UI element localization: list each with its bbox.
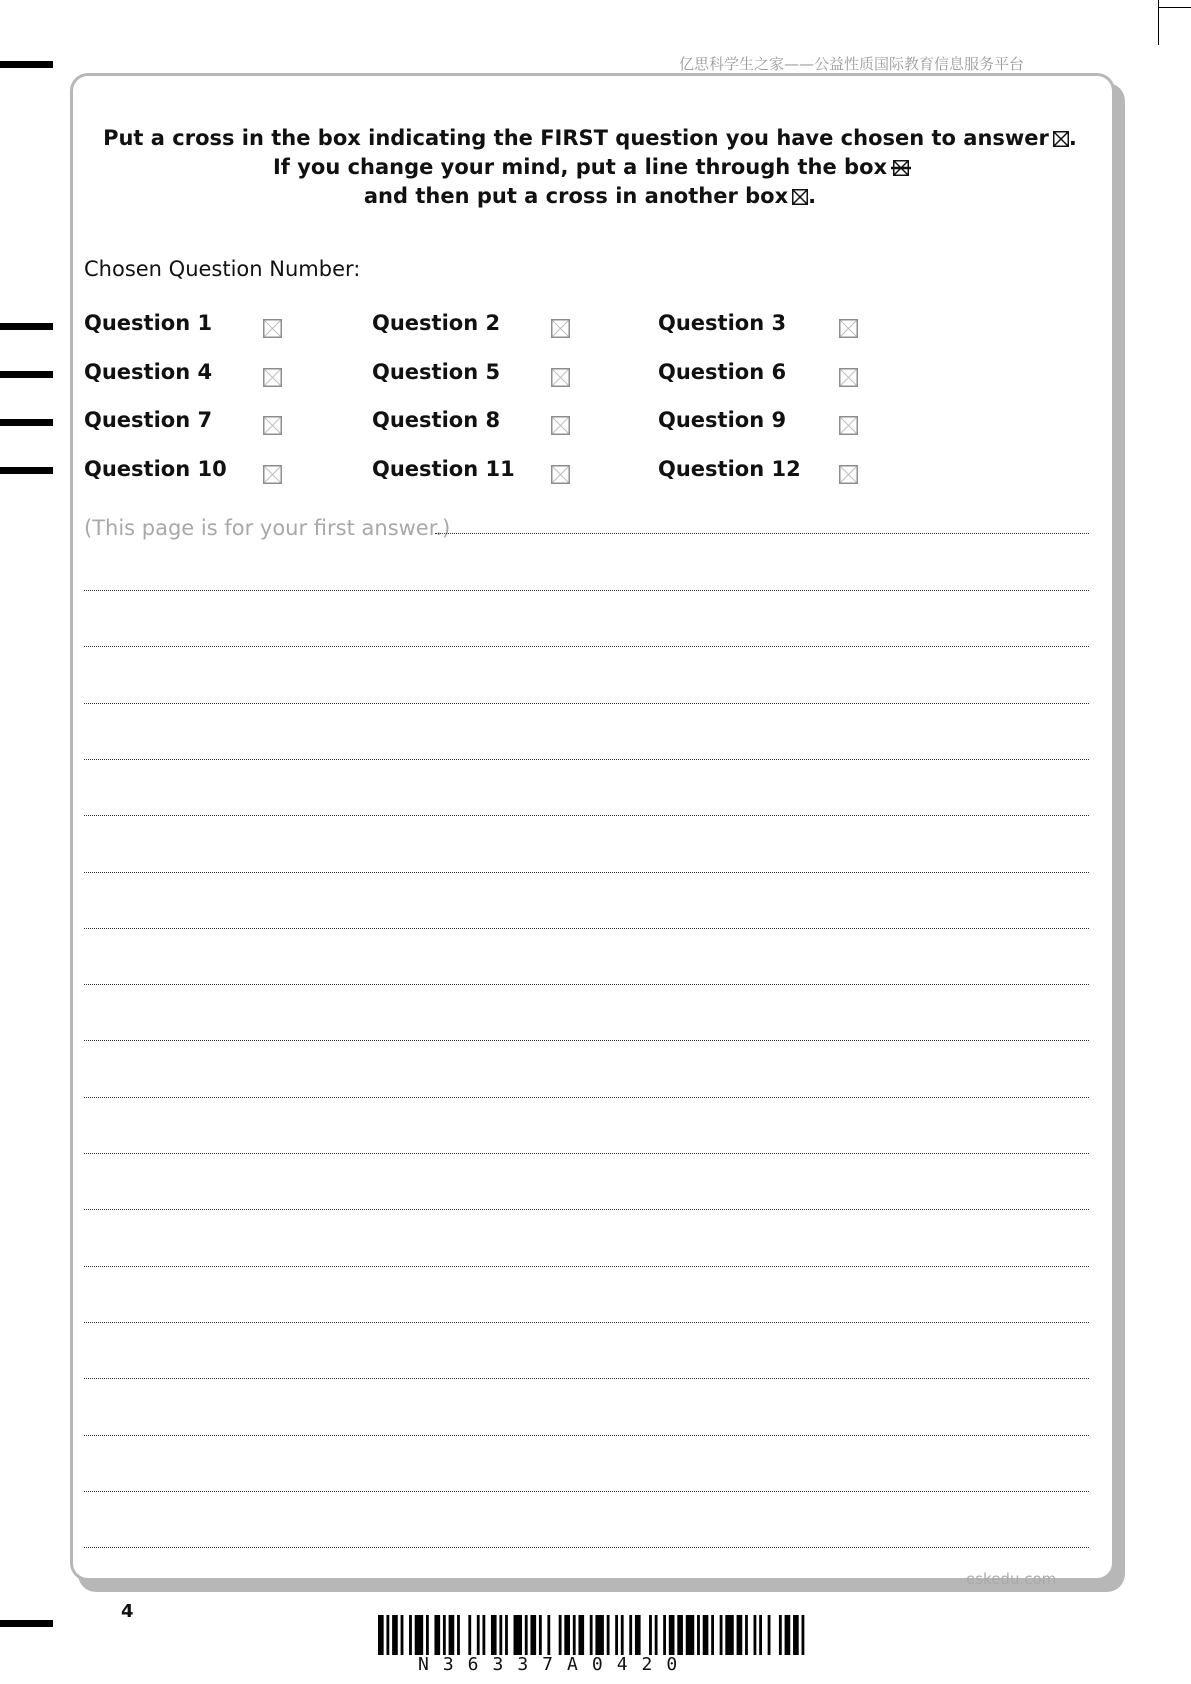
barcode-bar (635, 1615, 641, 1655)
question-label-7: Question 7 (84, 408, 213, 432)
answer-line[interactable] (84, 1322, 1089, 1323)
barcode-bar (720, 1615, 723, 1655)
barcode-bar (621, 1615, 624, 1655)
barcode-text: N36337A0420 (418, 1654, 692, 1675)
barcode-bar (482, 1615, 485, 1655)
page-number: 4 (121, 1601, 134, 1622)
question-label-3: Question 3 (658, 311, 787, 335)
barcode-bar (573, 1615, 576, 1655)
question-7-checkbox[interactable] (263, 416, 282, 435)
question-8-checkbox[interactable] (551, 416, 570, 435)
barcode-bar (607, 1615, 610, 1655)
barcode-bar (590, 1615, 593, 1655)
struck-box-icon (891, 160, 907, 176)
barcode-bar (759, 1615, 762, 1655)
barcode-bar (457, 1615, 460, 1655)
answer-line[interactable] (84, 759, 1089, 760)
barcode-bar (401, 1615, 404, 1655)
question-6-checkbox[interactable] (839, 368, 858, 387)
question-label-9: Question 9 (658, 408, 787, 432)
barcode-bar (539, 1615, 542, 1655)
answer-line[interactable] (84, 984, 1089, 985)
question-3-checkbox[interactable] (839, 319, 858, 338)
question-label-6: Question 6 (658, 360, 787, 384)
answer-line[interactable] (84, 646, 1089, 647)
registration-mark (0, 323, 53, 330)
answer-line[interactable] (435, 533, 1089, 534)
barcode-bar (426, 1615, 429, 1655)
barcode-bar (564, 1615, 570, 1655)
barcode-bar (697, 1615, 700, 1655)
barcode-bar (686, 1615, 694, 1655)
question-label-10: Question 10 (84, 457, 227, 481)
barcode-bar (802, 1615, 805, 1655)
barcode-bar (392, 1615, 398, 1655)
header-watermark: 亿思科学生之家——公益性质国际教育信息服务平台 (679, 55, 1025, 73)
answer-line[interactable] (84, 1266, 1089, 1267)
registration-mark (0, 419, 53, 426)
barcode-bar (443, 1615, 446, 1655)
question-label-8: Question 8 (372, 408, 501, 432)
barcode-bar (677, 1615, 683, 1655)
barcode-bar (530, 1615, 536, 1655)
barcode-bar (768, 1615, 771, 1655)
footer-watermark: eskedu.com (966, 1570, 1057, 1588)
barcode-bar (754, 1615, 757, 1655)
barcode-bar (595, 1615, 603, 1655)
registration-mark (0, 61, 53, 68)
instruction-text-2: If you change your mind, put a line through the box (272, 155, 888, 179)
barcode-bar (578, 1615, 584, 1655)
question-label-12: Question 12 (658, 457, 801, 481)
barcode-bar (779, 1615, 782, 1655)
barcode-bar (629, 1615, 632, 1655)
barcode-bar (725, 1615, 733, 1655)
answer-line[interactable] (84, 1040, 1089, 1041)
question-11-checkbox[interactable] (551, 465, 570, 484)
barcode-bar (491, 1615, 497, 1655)
instructions (70, 124, 1110, 211)
question-2-checkbox[interactable] (551, 319, 570, 338)
answer-line[interactable] (84, 928, 1089, 929)
question-9-checkbox[interactable] (839, 416, 858, 435)
barcode-bar (468, 1615, 471, 1655)
question-1-checkbox[interactable] (263, 319, 282, 338)
barcode-bar (737, 1615, 743, 1655)
barcode-bar (559, 1615, 562, 1655)
answer-line[interactable] (84, 703, 1089, 704)
instruction-line-2 (70, 153, 1110, 182)
answer-prompt: (This page is for your first answer.) (84, 516, 451, 540)
answer-line[interactable] (84, 1435, 1089, 1436)
barcode-bar (415, 1615, 423, 1655)
barcode-bar (409, 1615, 412, 1655)
instruction-line-3 (70, 182, 1110, 211)
question-label-1: Question 1 (84, 311, 213, 335)
answer-frame (70, 73, 1115, 1581)
instruction-text-3: and then put a cross in another box (363, 184, 789, 208)
barcode-bar (711, 1615, 714, 1655)
instruction-end-1: . (1068, 126, 1077, 150)
instruction-line-1 (70, 124, 1110, 153)
registration-mark (0, 371, 53, 378)
question-12-checkbox[interactable] (839, 465, 858, 484)
barcode-bar (615, 1615, 618, 1655)
chosen-question-label: Chosen Question Number: (84, 257, 361, 281)
answer-line[interactable] (84, 1153, 1089, 1154)
barcode (378, 1615, 810, 1655)
barcode-bar (745, 1615, 748, 1655)
barcode-bar (378, 1615, 384, 1655)
barcode-bar (514, 1615, 522, 1655)
question-label-11: Question 11 (372, 457, 515, 481)
instruction-end-3: . (808, 184, 817, 208)
question-label-5: Question 5 (372, 360, 501, 384)
instruction-text-1: Put a cross in the box indicating the FIRST question you have chosen to answer (103, 126, 1049, 150)
answer-line[interactable] (84, 1209, 1089, 1210)
barcode-bar (655, 1615, 658, 1655)
registration-mark (0, 467, 53, 474)
barcode-bar (505, 1615, 508, 1655)
question-label-2: Question 2 (372, 311, 501, 335)
question-label-4: Question 4 (84, 360, 213, 384)
barcode-bar (669, 1615, 675, 1655)
crossed-box-icon (1053, 131, 1069, 147)
answer-line[interactable] (84, 815, 1089, 816)
barcode-bar (703, 1615, 709, 1655)
barcode-bar (525, 1615, 528, 1655)
answer-line[interactable] (84, 1378, 1089, 1379)
barcode-bar (663, 1615, 666, 1655)
barcode-bar (434, 1615, 440, 1655)
question-5-checkbox[interactable] (551, 368, 570, 387)
barcode-bar (386, 1615, 389, 1655)
answer-line[interactable] (84, 872, 1089, 873)
question-4-checkbox[interactable] (263, 368, 282, 387)
registration-mark (0, 1620, 53, 1627)
barcode-bar (793, 1615, 799, 1655)
crop-mark (1158, 7, 1191, 8)
barcode-bar (477, 1615, 480, 1655)
answer-line[interactable] (84, 1547, 1089, 1548)
barcode-bar (547, 1615, 550, 1655)
barcode-bar (499, 1615, 502, 1655)
barcode-bar (449, 1615, 455, 1655)
barcode-bar (785, 1615, 791, 1655)
question-10-checkbox[interactable] (263, 465, 282, 484)
crossed-box-icon (792, 189, 808, 205)
barcode-bar (649, 1615, 652, 1655)
answer-line[interactable] (84, 1491, 1089, 1492)
answer-line[interactable] (84, 590, 1089, 591)
answer-line[interactable] (84, 1097, 1089, 1098)
